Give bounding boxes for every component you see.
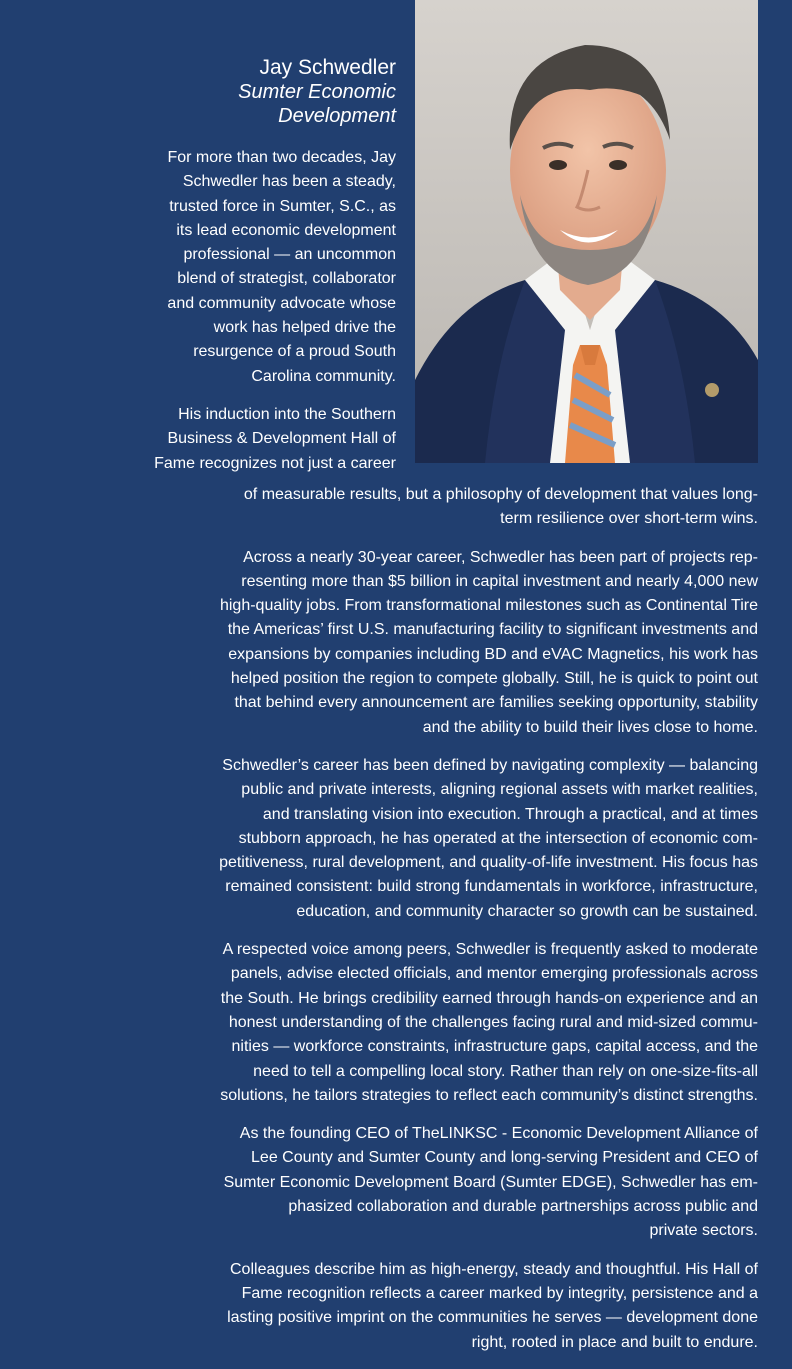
- body-column: [100, 483, 758, 1369]
- p5-line: solutions, he tailors strategies to reflect each community’s distinct strengths.: [220, 1086, 758, 1104]
- p4-line: Schwedler’s career has been defined by navigating complexity — balancing: [222, 756, 758, 774]
- p1-line: and community advocate whose: [167, 294, 396, 312]
- paragraph-5: [100, 938, 758, 1108]
- p5-line: nities — workforce constraints, infrastructure gaps, capital access, and the: [231, 1038, 758, 1056]
- p2-line: term resilience over short-term wins.: [500, 510, 758, 528]
- p3-line: the Americas’ first U.S. manufacturing facility to significant investments and: [227, 621, 758, 639]
- p4-line: remained consistent: build strong fundamentals in workforce, infrastructure,: [225, 878, 758, 896]
- p7-line: lasting positive imprint on the communities he serves — development done: [227, 1309, 758, 1327]
- p5-line: panels, advise elected officials, and mentor emerging professionals across: [230, 965, 758, 983]
- p5-line: honest understanding of the challenges facing rural and mid-sized commu-: [228, 1013, 758, 1031]
- paragraph-3: [100, 546, 758, 740]
- p4-line: petitiveness, rural development, and quality-of-life investment. His focus has: [219, 854, 758, 872]
- p3-line: helped position the region to compete globally. Still, he is quick to point out: [230, 670, 758, 688]
- p1-line: work has helped drive the: [213, 319, 396, 337]
- p1-line: trusted force in Sumter, S.C., as: [169, 197, 396, 215]
- p3-line: resenting more than $5 billion in capital investment and nearly 4,000 new: [241, 572, 758, 590]
- p4-line: stubborn approach, he has operated at the intersection of economic com-: [238, 829, 758, 847]
- p1-line: Schwedler has been a steady,: [182, 173, 396, 191]
- p6-line: As the founding CEO of TheLINKSC - Economic Development Alliance of: [239, 1125, 758, 1143]
- p2-line: Fame recognizes not just a career: [154, 454, 396, 472]
- p5-line: need to tell a compelling local story. Rather than rely on one-size-fits-all: [253, 1062, 758, 1080]
- paragraph-2-top: [100, 403, 396, 476]
- p6-line: Sumter Economic Development Board (Sumter EDGE), Schwedler has em-: [223, 1173, 758, 1191]
- p2-line: Business & Development Hall of: [167, 430, 396, 448]
- p6-line: phasized collaboration and durable partnerships across public and: [288, 1198, 758, 1216]
- p3-line: that behind every announcement are families seeking opportunity, stability: [234, 694, 758, 712]
- paragraph-6: [100, 1122, 758, 1243]
- p3-line: high-quality jobs. From transformational milestones such as Continental Tire: [219, 597, 758, 615]
- intro-column: [100, 56, 396, 476]
- portrait-illustration: [415, 0, 758, 463]
- p2-line: His induction into the Southern: [178, 405, 396, 423]
- profile-name: Jay Schwedler: [259, 56, 396, 79]
- portrait-photo: [415, 0, 758, 463]
- p1-line: professional — an uncommon: [183, 246, 396, 264]
- paragraph-4: [100, 754, 758, 924]
- p5-line: the South. He brings credibility earned through hands-on experience and an: [220, 989, 758, 1007]
- paragraph-1: [100, 146, 396, 389]
- p5-line: A respected voice among peers, Schwedler is frequently asked to moderate: [222, 941, 758, 959]
- p1-line: resurgence of a proud South: [193, 343, 396, 361]
- p1-line: blend of strategist, collaborator: [177, 270, 396, 288]
- p1-line: For more than two decades, Jay: [167, 149, 396, 166]
- p1-line: its lead economic development: [176, 221, 396, 239]
- p6-line: Lee County and Sumter County and long-serving President and CEO of: [251, 1149, 758, 1167]
- p4-line: public and private interests, aligning regional assets with market realities,: [241, 781, 758, 799]
- p7-line: right, rooted in place and built to endure.: [471, 1333, 758, 1351]
- p3-line: expansions by companies including BD and eVAC Magnetics, his work has: [228, 645, 758, 663]
- organization-line-2: Development: [278, 105, 396, 127]
- p4-line: education, and community character so growth can be sustained.: [296, 902, 758, 920]
- p3-line: and the ability to build their lives close to home.: [422, 718, 758, 736]
- p1-line: Carolina community.: [251, 367, 396, 385]
- p4-line: and translating vision into execution. Through a practical, and at times: [262, 805, 758, 823]
- paragraph-2-bottom: [100, 483, 758, 532]
- profile-organization: [100, 80, 396, 128]
- p6-line: private sectors.: [649, 1222, 758, 1240]
- p3-line: Across a nearly 30-year career, Schwedler has been part of projects rep-: [243, 548, 758, 566]
- p7-line: Fame recognition reflects a career marked by integrity, persistence and a: [241, 1284, 758, 1302]
- p7-line: Colleagues describe him as high-energy, steady and thoughtful. His Hall of: [230, 1260, 758, 1278]
- organization-line-1: Sumter Economic: [238, 81, 396, 103]
- paragraph-7: [100, 1258, 758, 1355]
- p2-line: of measurable results, but a philosophy of development that values long-: [243, 486, 758, 503]
